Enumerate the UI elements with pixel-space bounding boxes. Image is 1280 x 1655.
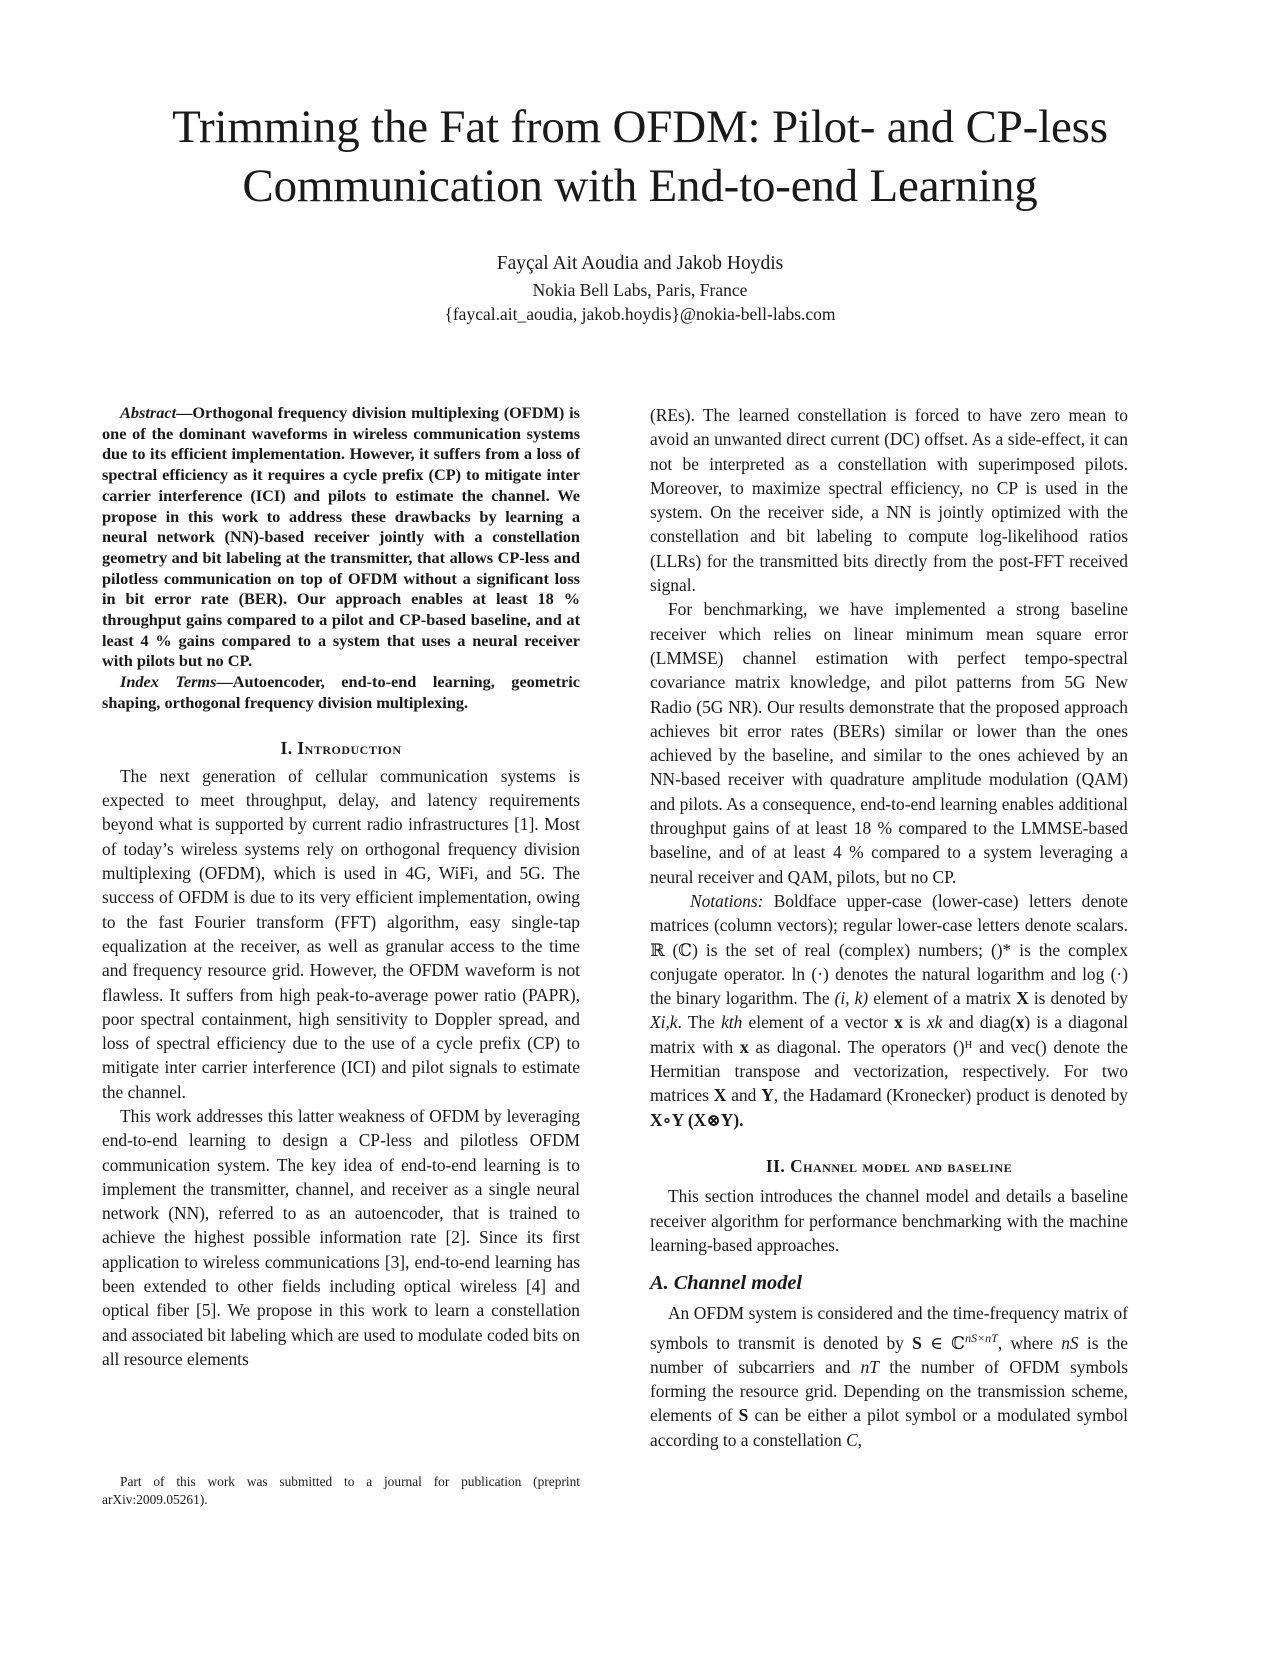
paragraph: This section introduces the channel model and details a baseline receiver algorithm for performance benchmarking with the machine learning-based approaches. — [650, 1186, 1128, 1255]
right-column — [650, 403, 1128, 1452]
index-terms-lead: Index Terms — [120, 672, 217, 692]
author-emails: {faycal.ait_aoudia, jakob.hoydis}@nokia-bell-labs.com — [444, 304, 836, 324]
paragraph: For benchmarking, we have implemented a strong baseline receiver which relies on linear minimum mean square error (LMMSE) channel estimation with perfect tempo-spectral covariance matrix knowledge, and pilot patterns from 5G New Radio (5G NR). Our results demonstrate that the proposed approach achieves bit error rates (BERs) similar or lower than the ones achieved by the baseline, and similar to the ones achieved by an NN-based receiver with quadrature amplitude modulation (QAM) and pilots. As a consequence, end-to-end learning enables additional throughput gains of at least 18 % compared to the LMMSE-based baseline, and of at least 4 % compared to a system leveraging a neural receiver and QAM, pilots, but no CP. — [650, 599, 1128, 887]
paragraph: The next generation of cellular communication systems is expected to meet throughput, delay, and latency requirements beyond what is supported by current radio infrastructures [1]. Most of today’s wireless systems rely on orthogonal frequency division multiplexing (OFDM), which is used in 4G, WiFi, and 5G. The success of OFDM is due to its very efficient implementation, owing to the fast Fourier transform (FFT) algorithm, easy single-tap equalization at the receiver, as well as granular access to the time and frequency resource grid. However, the OFDM waveform is not flawless. It suffers from high peak-to-average power ratio (PAPR), poor spectral containment, high sensitivity to Doppler spread, and loss of spectral efficiency due to the use of a cycle prefix (CP) to mitigate inter carrier interference (ICI) and pilot signals to estimate the channel. — [102, 765, 580, 1102]
abstract-text: —Orthogonal frequency division multiplexing (OFDM) is one of the dominant waveforms in wireless communication systems due to its efficient implementation. However, it suffers from a loss of spectral efficiency as it requires a cycle prefix (CP) to mitigate inter carrier interference (ICI) and pilots to estimate the channel. We propose in this work to address these drawbacks by learning a neural network (NN)-based receiver jointly with a constellation geometry and bit labeling at the transmitter, that allows CP-less and pilotless communication on top of OFDM without a significant loss in bit error rate (BER). Our approach enables at least 18 % throughput gains compared to a pilot and CP-based baseline, and at least 4 % gains compared to a system that uses a neural receiver with pilots but no CP. — [102, 403, 580, 671]
authors: Fayçal Ait Aoudia and Jakob Hoydis — [496, 253, 784, 274]
notations-paragraph: Notations: Boldface upper-case (lower-case) letters denote matrices (column vectors); regular lower-case letters denote scalars. ℝ (ℂ) is the set of real (complex) numbers; ()* is the complex conjugate operator. ln (·) denotes the natural logarithm and log (·) the binary logarithm. The (i, k) element of a matrix X is denoted by Xi,k. The kth element of a vector x is xk and diag(x) is a diagonal matrix with x as diagonal. The operators ()ᴴ and vec() denote the Hermitian transpose and vectorization, respectively. For two matrices X and Y, the Hadamard (Kronecker) product is denoted by X∘Y (X⊗Y). — [650, 890, 1129, 1130]
section-heading-introduction: I. Introduction — [280, 737, 402, 758]
abstract-lead: Abstract — [120, 403, 177, 422]
paragraph: (REs). The learned constellation is forced to have zero mean to avoid an unwanted direct current (DC) offset. As a side-effect, it can not be interpreted as a constellation with superimposed pilots. Moreover, to maximize spectral efficiency, no CP is used in the system. On the receiver side, a NN is jointly optimized with the constellation and bit labeling to compute log-likelihood ratios (LLRs) for the transmitted bits directly from the post-FFT received signal. — [650, 405, 1128, 596]
title-line-1: Trimming the Fat from OFDM: Pilot- and CP-less — [172, 101, 1108, 153]
paragraph: This work addresses this latter weakness of OFDM by leveraging end-to-end learning to design a CP-less and pilotless OFDM communication system. The key idea of end-to-end learning is to implement the transmitter, channel, and receiver as a single neural network (NN), referred to as an autoencoder, that is trained to achieve the highest possible information rate [2]. Since its first application to wireless communications [3], end-to-end learning has been extended to other fields including optical wireless [4] and optical fiber [5]. We propose in this work to learn a constellation and associated bit labeling which are used to modulate coded bits on all resource elements — [102, 1106, 580, 1369]
paper-title — [0, 98, 1280, 216]
index-terms-text: —Autoencoder, end-to-end learning, geometric shaping, orthogonal frequency division multiplexing. — [102, 672, 580, 712]
paragraph: An OFDM system is considered and the time-frequency matrix of symbols to transmit is denoted by S ∈ ℂ$^{nS\times nT}$, where nS is the number of subcarriers and nT the number of OFDM symbols forming the resource grid. Depending on the transmission scheme, elements of S can be either a pilot symbol or a modulated symbol according to a constellation C, — [650, 1303, 1128, 1450]
footnote: Part of this work was submitted to a journal for publication (preprint arXiv:2009.05261). — [102, 1474, 580, 1507]
affiliation: Nokia Bell Labs, Paris, France — [532, 280, 748, 300]
left-column — [102, 403, 580, 1371]
title-line-2: Communication with End-to-end Learning — [242, 160, 1038, 212]
section-heading-channel-model: II. Channel model and baseline — [765, 1155, 1013, 1176]
abstract — [102, 403, 580, 672]
subsection-heading-channel-model: A. Channel model — [650, 1272, 803, 1295]
index-terms — [102, 672, 580, 713]
